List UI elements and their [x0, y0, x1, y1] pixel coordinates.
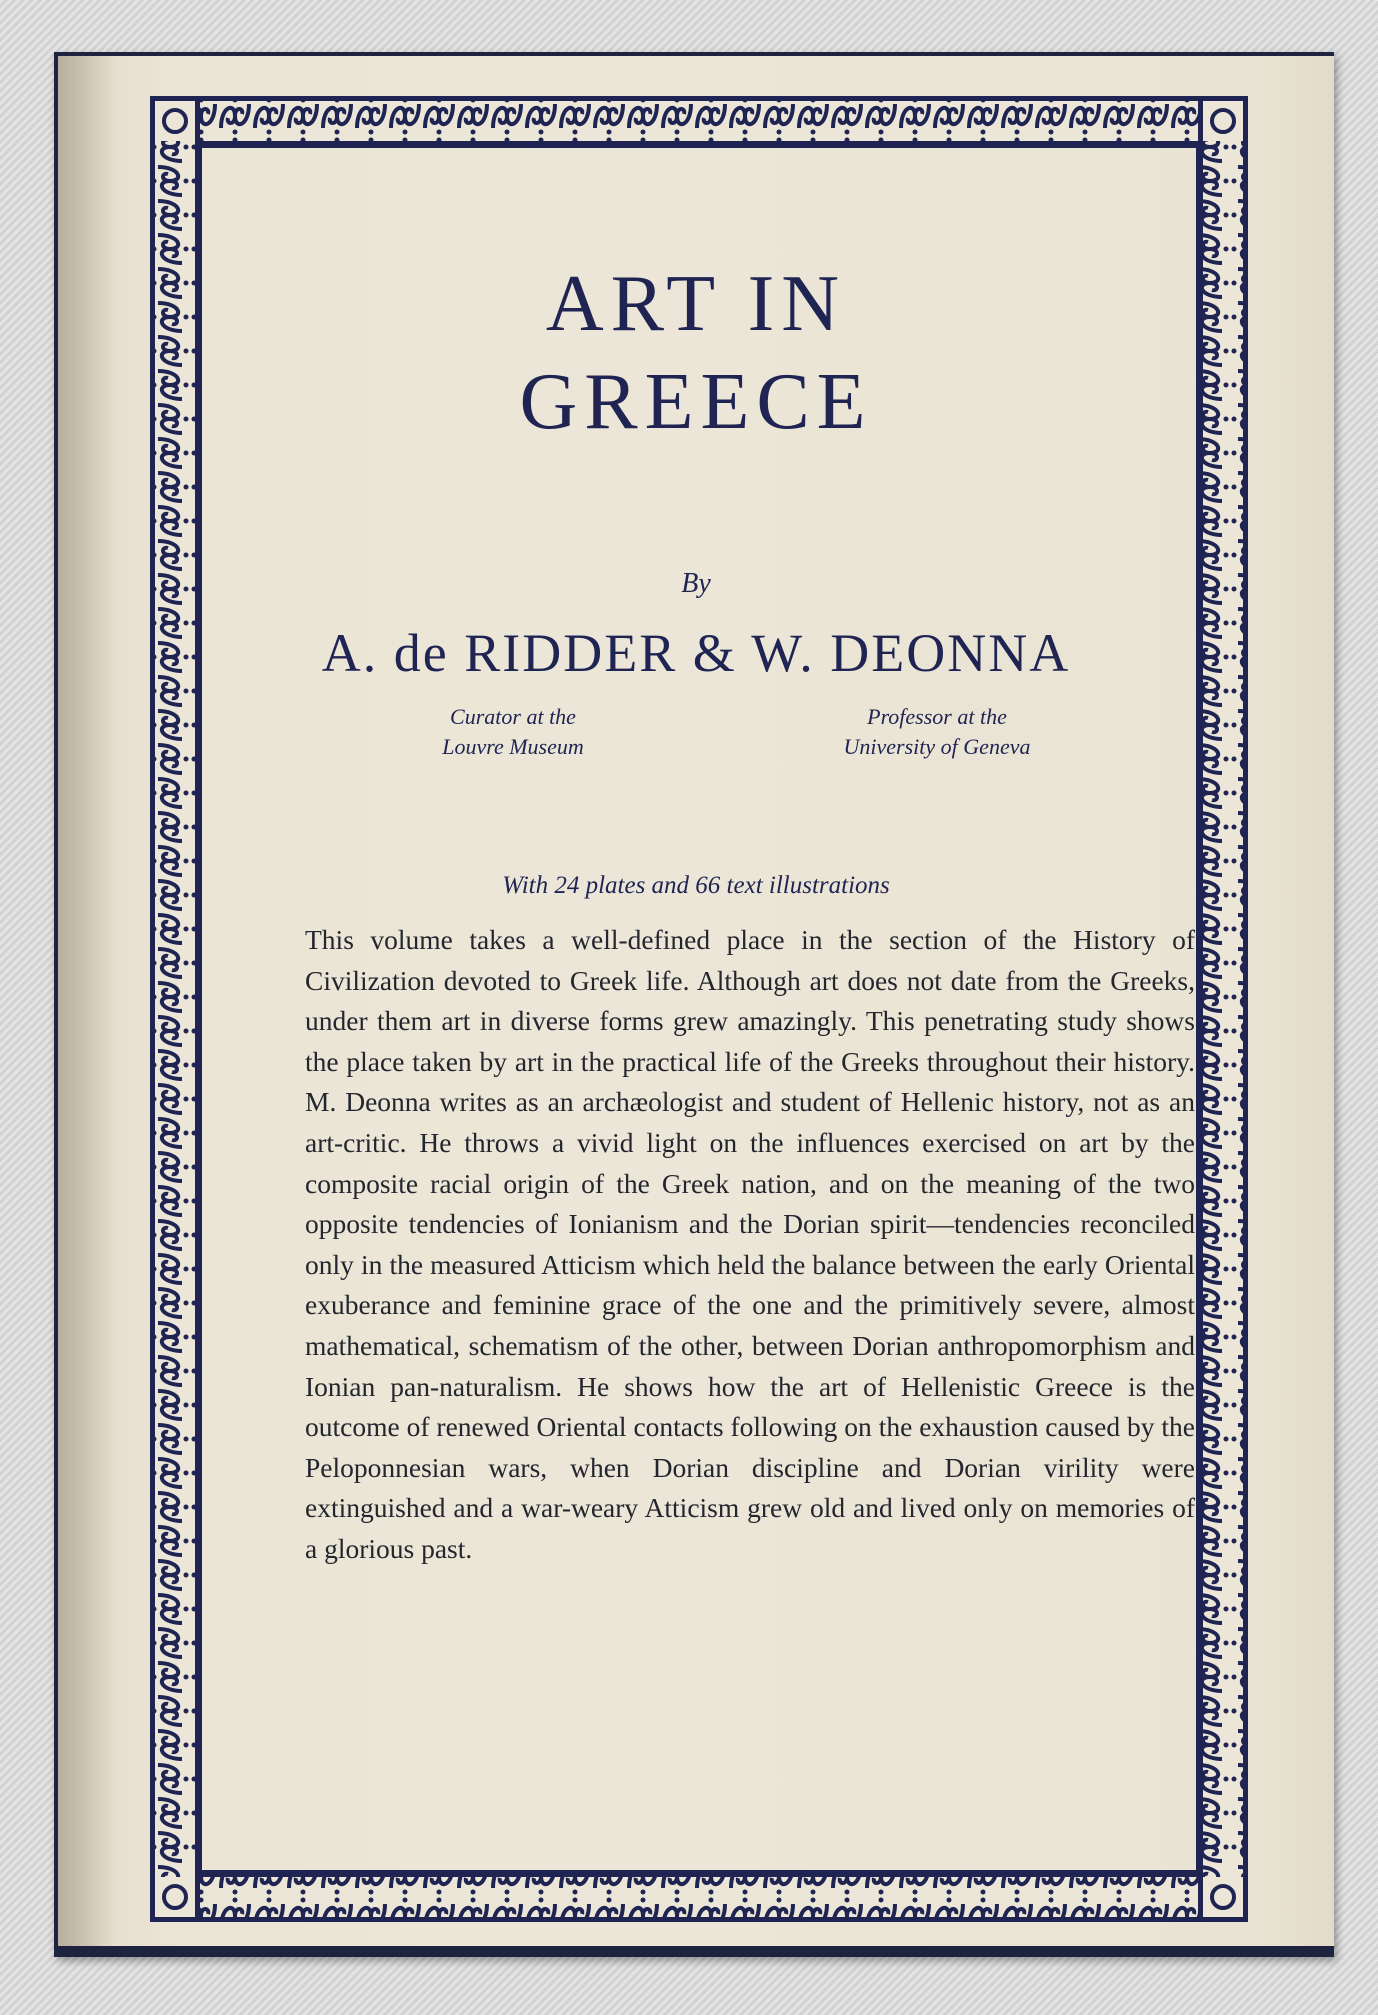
author-right-role-text: Professor at the University of Geneva — [843, 704, 1031, 759]
book-cover — [58, 56, 1334, 1946]
author-right-role — [787, 702, 1087, 762]
plates-note: With 24 plates and 66 text illustrations — [502, 872, 890, 899]
book-title-line-1: ART IN — [545, 260, 847, 348]
author-left-role — [363, 702, 663, 762]
authors: A. de RIDDER & W. DEONNA — [321, 623, 1071, 683]
book-title-line-2: GREECE — [519, 358, 873, 446]
book-blurb: This volume takes a well-defined place in the section of the History of Civilization devoted to Greek life. Although art does not date from the Greeks, under them art in diverse forms grew amazingly. This penetrating study shows the place taken by art in the practical life of the Greeks throughout their history. M. Deonna writes as an archæologist and student of Hellenic history, not as an art-critic. He throws a vivid light on the influences exercised on art by the composite racial origin of the Greek nation, and on the meaning of the two opposite tendencies of Ionianism and the Dorian spirit—tendencies reconciled only in the measured Atticism which held the balance between the early Oriental exuberance and feminine grace of the one and the primitively severe, almost mathematical, schematism of the other, between Dorian anthropomorphism and Ionian pan-naturalism. He shows how the art of Hellenistic Greece is the outcome of renewed Oriental contacts following on the exhaustion caused by the Peloponnesian wars, when Dorian discipline and Dorian virility were extinguished and a war-weary Atticism grew old and lived only on memories of a glorious past. — [305, 924, 1195, 1564]
author-left-role-text: Curator at the Louvre Museum — [442, 704, 584, 759]
by-label: By — [681, 568, 711, 599]
